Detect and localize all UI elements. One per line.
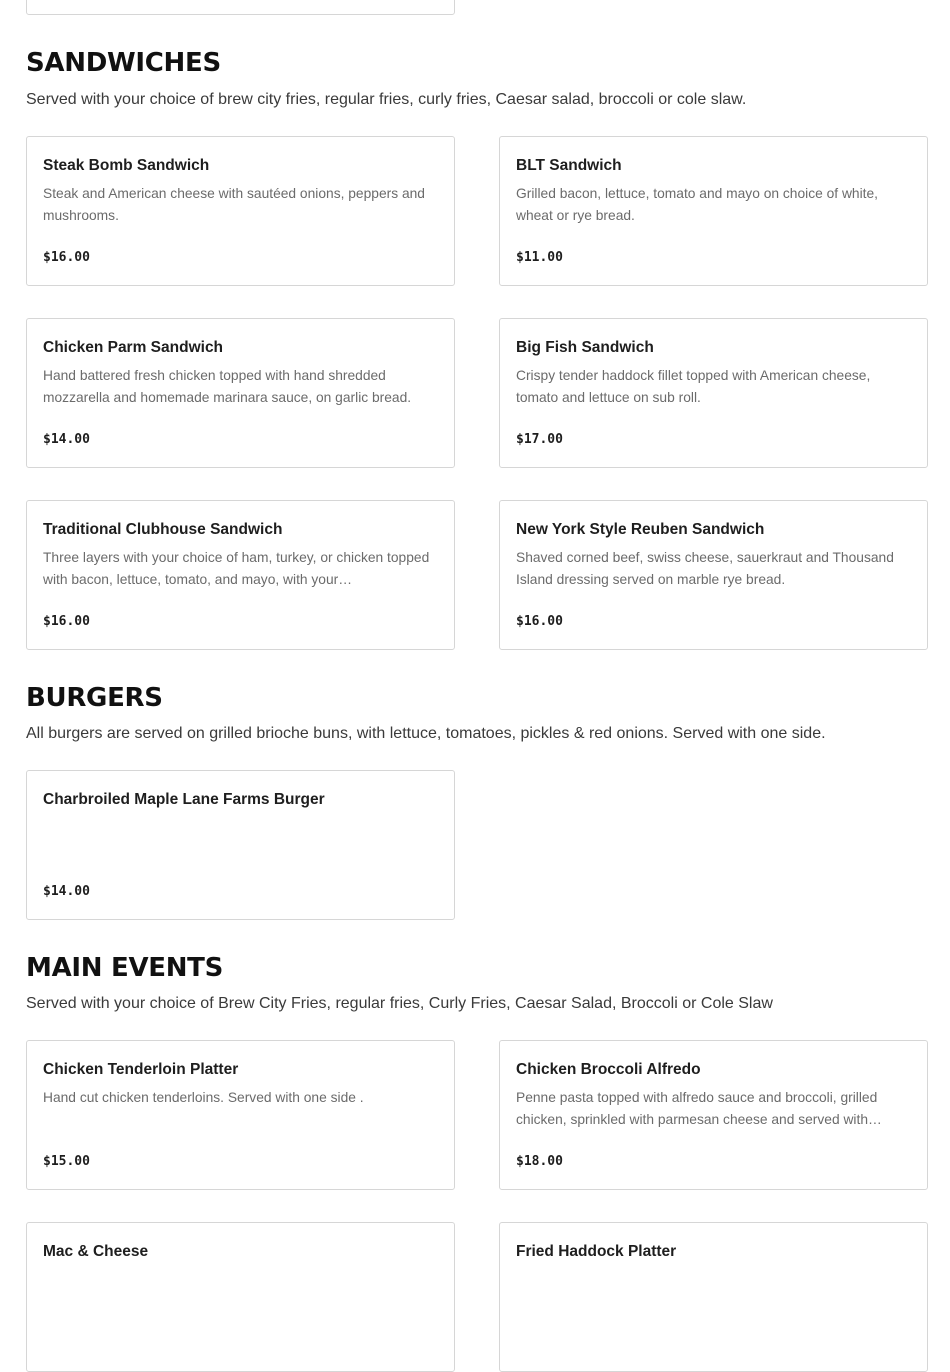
menu-item-name: Mac & Cheese [43,1243,149,1260]
menu-item-card[interactable] [499,136,928,286]
menu-item-name: Chicken Tenderloin Platter [43,1061,239,1078]
section-description-burgers: All burgers are served on grilled brioche buns, with lettuce, tomatoes, pickles & red onions. Served with one side. [26,725,826,742]
menu-item-price: $14.00 [43,432,90,447]
menu-item-price: $15.00 [43,1154,90,1169]
menu-item-price: $16.00 [43,250,90,265]
section-title-sandwiches: SANDWICHES [26,48,221,78]
menu-item-price: $17.00 [516,432,563,447]
menu-item-description: Three layers with your choice of ham, turkey, or chicken topped with bacon, lettuce, tomato, and mayo, with your… [43,550,430,587]
menu-item-card[interactable] [26,1222,455,1372]
menu-item-card[interactable] [26,500,455,650]
menu-item-name: Steak Bomb Sandwich [43,157,210,174]
menu-item-price: $11.00 [516,250,563,265]
menu-item-card[interactable] [26,770,455,920]
menu-item-name: Charbroiled Maple Lane Farms Burger [43,791,325,808]
menu-item-name: Chicken Parm Sandwich [43,339,224,356]
menu-item-price: $16.00 [516,614,563,629]
menu-item-price: $16.00 [43,614,90,629]
menu-item-name: Fried Haddock Platter [516,1243,677,1260]
menu-item-card[interactable] [26,0,455,15]
menu-item-price: $18.00 [516,1154,563,1169]
menu-item-name: Chicken Broccoli Alfredo [516,1061,701,1078]
menu-item-price: $14.00 [43,884,90,899]
menu-item-card[interactable] [26,318,455,468]
menu-item-description: Crispy tender haddock fillet topped with American cheese, tomato and lettuce on sub roll. [516,368,871,405]
menu-item-name: BLT Sandwich [516,157,622,174]
menu-item-card[interactable] [499,500,928,650]
menu-item-card[interactable] [499,318,928,468]
menu-item-name: Big Fish Sandwich [516,339,654,356]
menu-item-card[interactable] [26,1040,455,1190]
menu-item-description: Hand cut chicken tenderloins. Served with one side . [43,1090,364,1105]
menu-item-description: Grilled bacon, lettuce, tomato and mayo on choice of white, wheat or rye bread. [516,186,878,223]
section-description-sandwiches: Served with your choice of brew city fries, regular fries, curly fries, Caesar salad, broccoli or cole slaw. [26,91,747,108]
menu-item-description: Hand battered fresh chicken topped with hand shredded mozzarella and homemade marinara sauce, on garlic bread. [43,368,412,405]
menu-item-card[interactable] [499,1222,928,1372]
menu-item-card[interactable] [26,136,455,286]
menu-item-card[interactable] [499,1040,928,1190]
menu-item-description: Shaved corned beef, swiss cheese, sauerkraut and Thousand Island dressing served on marble rye bread. [516,550,894,587]
menu-item-description: Penne pasta topped with alfredo sauce and broccoli, grilled chicken, sprinkled with parmesan cheese and served with… [516,1090,882,1127]
menu-item-name: Traditional Clubhouse Sandwich [43,521,283,538]
menu-item-name: New York Style Reuben Sandwich [516,521,765,538]
section-title-main-events: MAIN EVENTS [26,953,224,983]
menu-item-description: Steak and American cheese with sautéed onions, peppers and mushrooms. [43,186,425,223]
section-description-main-events: Served with your choice of Brew City Fries, regular fries, Curly Fries, Caesar Salad, Broccoli or Cole Slaw [26,995,773,1012]
section-title-burgers: BURGERS [26,683,163,713]
